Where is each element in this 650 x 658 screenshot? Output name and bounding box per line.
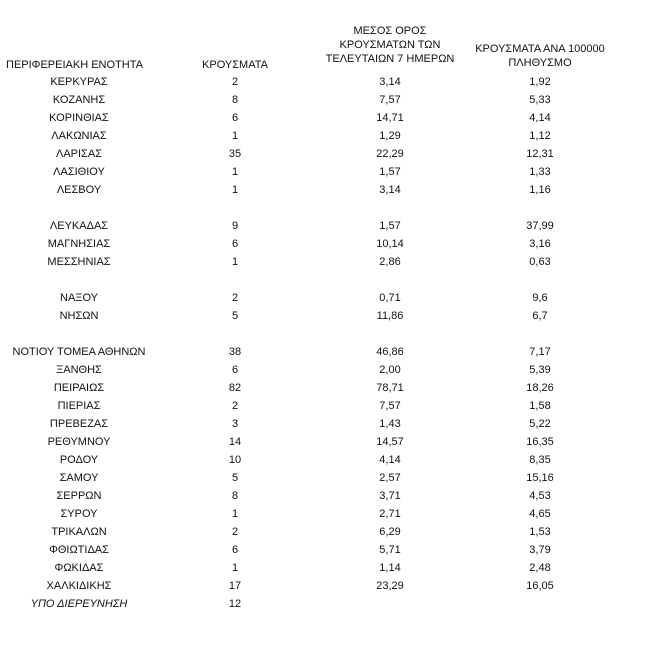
cases-value: 1 [231,256,239,268]
header-cases-label: ΚΡΟΥΣΜΑΤΑ [202,59,268,71]
table-row [0,524,650,540]
per-100k-value: 9,6 [532,292,548,304]
table-row [0,92,650,108]
region-name: ΜΑΓΝΗΣΙΑΣ [47,238,111,250]
avg-value: 6,29 [379,526,401,538]
region-name: ΚΕΡΚΥΡΑΣ [50,76,108,88]
cases-value: 1 [231,562,239,574]
cases-value: 2 [231,292,239,304]
cases-value: 6 [231,544,239,556]
cases-value: 6 [231,112,239,124]
cases-value: 5 [231,472,239,484]
per-100k-value: 4,14 [529,112,551,124]
cases-value: 8 [231,94,239,106]
per-100k-value: 5,22 [529,418,551,430]
avg-value: 1,57 [379,166,401,178]
region-name: ΡΟΔΟΥ [59,454,99,466]
per-100k-value: 5,39 [529,364,551,376]
cases-value: 1 [231,166,239,178]
table-row [0,218,650,234]
region-name: ΚΟΖΑΝΗΣ [52,94,106,106]
region-name: ΛΕΣΒΟΥ [56,184,102,196]
table-row [0,380,650,396]
region-name: ΦΘΙΩΤΙΔΑΣ [49,544,109,556]
region-name: ΧΑΛΚΙΔΙΚΗΣ [46,580,112,592]
table-row [0,434,650,450]
avg-value: 2,86 [379,256,401,268]
table-row [0,128,650,144]
cases-value: 10 [228,454,242,466]
table-row [0,560,650,576]
region-name: ΛΕΥΚΑΔΑΣ [49,220,109,232]
table-row [0,470,650,486]
table-row [0,146,650,162]
cases-value: 5 [231,310,239,322]
cases-value: 2 [231,526,239,538]
avg-value: 2,71 [379,508,401,520]
avg-value: 4,14 [379,454,401,466]
avg-value: 10,14 [376,238,404,250]
per-100k-value: 2,48 [529,562,551,574]
per-100k-value: 12,31 [526,148,554,160]
cases-value: 35 [228,148,242,160]
cases-value: 8 [231,490,239,502]
avg-value: 1,57 [379,220,401,232]
header-region-label: ΠΕΡΙΦΕΡΕΙΑΚΗ ΕΝΟΤΗΤΑ [6,59,143,71]
region-name: ΞΑΝΘΗΣ [56,364,102,376]
table-row [0,578,650,594]
cases-value: 2 [231,400,239,412]
region-name: ΛΑΡΙΣΑΣ [55,148,102,160]
avg-value: 14,57 [376,436,404,448]
region-name: ΝΗΣΩΝ [59,310,99,322]
cases-value: 82 [228,382,242,394]
per-100k-value: 0,63 [529,256,551,268]
region-name: ΠΡΕΒΕΖΑΣ [49,418,109,430]
region-name: ΣΥΡΟΥ [60,508,98,520]
per-100k-value: 1,58 [529,400,551,412]
per-100k-value: 4,53 [529,490,551,502]
cases-value: 14 [228,436,242,448]
avg-value: 7,57 [379,400,401,412]
region-name: ΜΕΣΣΗΝΙΑΣ [47,256,111,268]
header-avg-line: ΜΕΣΟΣ ΟΡΟΣ [353,25,427,37]
table-row [0,290,650,306]
cases-value: 1 [231,184,239,196]
per-100k-value: 3,79 [529,544,551,556]
per-100k-value: 18,26 [526,382,554,394]
table-row [0,506,650,522]
region-name: ΥΠΟ ΔΙΕΡΕΥΝΗΣΗ [30,598,128,610]
table-row [0,398,650,414]
cases-value: 3 [231,418,239,430]
avg-value: 3,14 [379,184,401,196]
region-name: ΣΑΜΟΥ [59,472,99,484]
region-name: ΛΑΚΩΝΙΑΣ [51,130,107,142]
cases-value: 1 [231,508,239,520]
region-name: ΠΙΕΡΙΑΣ [57,400,101,412]
region-name: ΡΕΘΥΜΝΟΥ [47,436,111,448]
avg-value: 1,29 [379,130,401,142]
table-row [0,254,650,270]
table-row [0,74,650,90]
avg-value: 22,29 [376,148,404,160]
region-name: ΝΟΤΙΟΥ ΤΟΜΕΑ ΑΘΗΝΩΝ [12,346,146,358]
per-100k-value: 15,16 [526,472,554,484]
per-100k-value: 4,65 [529,508,551,520]
cases-value: 6 [231,364,239,376]
region-name: ΦΩΚΙΔΑΣ [54,562,104,574]
table-row [0,596,650,612]
header-per-100k-line: ΠΛΗΘΥΣΜΟ [508,57,572,69]
cases-value: 1 [231,130,239,142]
avg-value: 1,43 [379,418,401,430]
per-100k-value: 3,16 [529,238,551,250]
cases-value: 38 [228,346,242,358]
header-per-100k-line: ΚΡΟΥΣΜΑΤΑ ΑΝΑ 100000 [475,43,605,55]
per-100k-value: 1,16 [529,184,551,196]
table-row [0,542,650,558]
cases-value: 17 [228,580,242,592]
avg-value: 11,86 [376,310,404,322]
cases-value: 6 [231,238,239,250]
avg-value: 5,71 [379,544,401,556]
table-row [0,182,650,198]
cases-value: 2 [231,76,239,88]
per-100k-value: 16,05 [526,580,554,592]
header-region [6,58,156,72]
region-name: ΠΕΙΡΑΙΩΣ [53,382,105,394]
avg-value: 1,14 [379,562,401,574]
per-100k-value: 37,99 [526,220,554,232]
region-name: ΣΕΡΡΩΝ [56,490,102,502]
table-row [0,236,650,252]
cases-value: 12 [228,598,242,610]
avg-value: 46,86 [376,346,404,358]
table-row [0,344,650,360]
per-100k-value: 7,17 [529,346,551,358]
avg-value: 3,71 [379,490,401,502]
per-100k-value: 1,33 [529,166,551,178]
cases-value: 9 [231,220,239,232]
header-avg-7-days [310,24,470,66]
per-100k-value: 6,7 [532,310,548,322]
header-cases [190,58,280,72]
per-100k-value: 16,35 [526,436,554,448]
avg-value: 3,14 [379,76,401,88]
table-row [0,452,650,468]
table-row [0,362,650,378]
header-avg-line: ΤΕΛΕΥΤΑΙΩΝ 7 ΗΜΕΡΩΝ [325,53,455,65]
avg-value: 78,71 [376,382,404,394]
per-100k-value: 1,92 [529,76,551,88]
avg-value: 7,57 [379,94,401,106]
header-per-100k [455,42,625,70]
table-row [0,488,650,504]
table-row [0,308,650,324]
avg-value: 2,00 [379,364,401,376]
region-name: ΚΟΡΙΝΘΙΑΣ [49,112,109,124]
region-name: ΤΡΙΚΑΛΩΝ [51,526,107,538]
avg-value: 0,71 [379,292,401,304]
per-100k-value: 1,53 [529,526,551,538]
region-name: ΝΑΞΟΥ [60,292,98,304]
region-name: ΛΑΣΙΘΙΟΥ [53,166,105,178]
avg-value: 14,71 [376,112,404,124]
table-row [0,416,650,432]
header-avg-line: ΚΡΟΥΣΜΑΤΩΝ ΤΩΝ [339,39,441,51]
per-100k-value: 8,35 [529,454,551,466]
per-100k-value: 5,33 [529,94,551,106]
table-row [0,164,650,180]
avg-value: 23,29 [376,580,404,592]
table-row [0,110,650,126]
avg-value: 2,57 [379,472,401,484]
per-100k-value: 1,12 [529,130,551,142]
